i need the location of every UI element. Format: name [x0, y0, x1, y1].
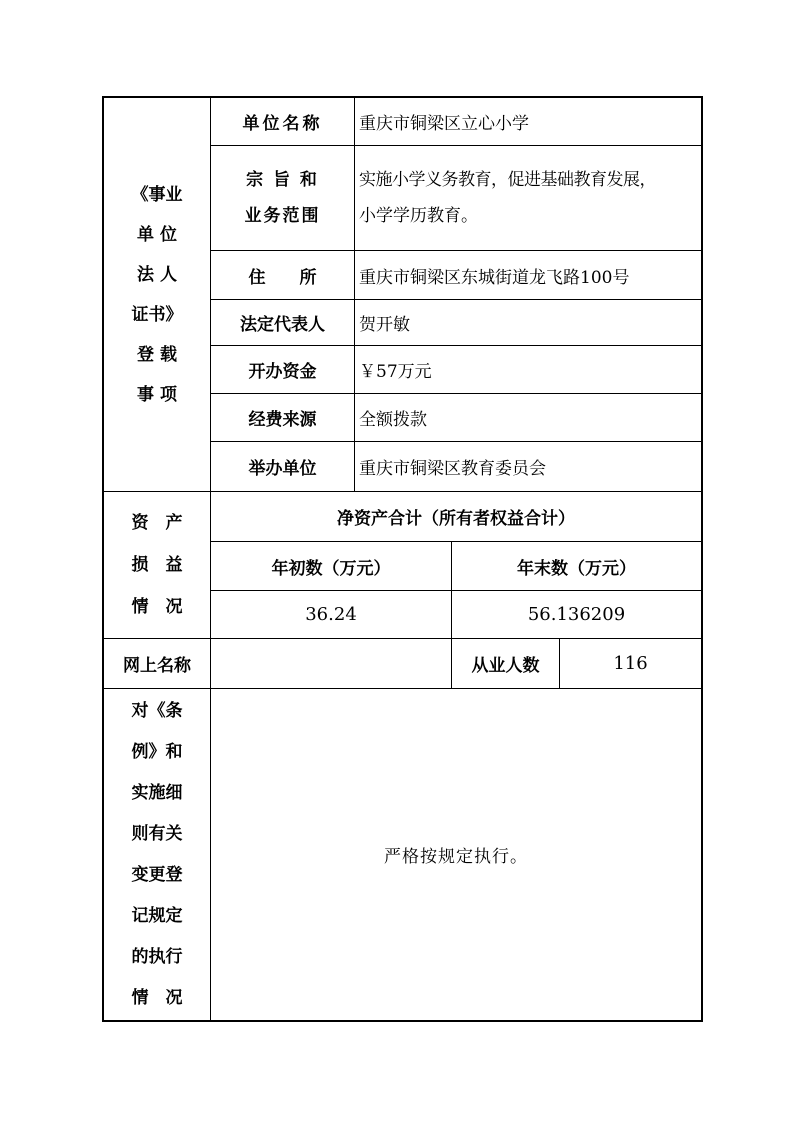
online-name-label: 网上名称	[123, 656, 191, 676]
title-line: 实施细	[131, 782, 183, 803]
staff-count-value: 116	[613, 653, 648, 674]
assets-section-title	[104, 492, 210, 638]
title-line: 记规定	[131, 905, 183, 926]
funding-source-label: 经费来源	[248, 410, 317, 430]
title-line: 变更登	[131, 864, 183, 885]
staff-count-label: 从业人数	[471, 656, 540, 676]
unit-name-label: 单位名称	[242, 114, 323, 134]
address-label: 住 所	[248, 267, 317, 288]
title-line: 《事业	[131, 184, 183, 205]
compliance-section-title	[104, 689, 210, 1020]
sponsor-unit-value: 重庆市铜梁区教育委员会	[359, 459, 546, 479]
purpose-scope-label	[211, 146, 354, 250]
title-line: 事 项	[137, 384, 177, 405]
net-assets-header: 净资产合计（所有者权益合计）	[337, 509, 575, 529]
year-begin-value: 36.24	[305, 604, 357, 625]
startup-funds-value: ￥57万元	[359, 362, 432, 382]
title-line: 的执行	[131, 946, 183, 967]
registration-section-title	[104, 98, 210, 491]
value-line: 小学学历教育。	[359, 206, 478, 226]
unit-name-value: 重庆市铜梁区立心小学	[359, 114, 529, 134]
title-line: 情 况	[131, 987, 183, 1008]
year-end-header: 年末数（万元）	[517, 558, 636, 579]
title-line: 资 产	[131, 513, 183, 533]
title-line: 法 人	[137, 264, 177, 285]
label-line: 宗 旨 和	[246, 170, 319, 190]
title-line: 例》和	[131, 741, 183, 762]
year-end-value: 56.136209	[527, 604, 626, 625]
title-line: 单 位	[137, 224, 177, 245]
sponsor-unit-label: 举办单位	[248, 459, 317, 479]
legal-representative-label: 法定代表人	[240, 315, 325, 335]
label-line: 业务范围	[244, 206, 321, 226]
title-line: 情 况	[131, 597, 183, 617]
funding-source-value: 全额拨款	[359, 410, 427, 430]
compliance-value: 严格按规定执行。	[384, 847, 528, 867]
year-begin-header: 年初数（万元）	[271, 558, 391, 579]
legal-representative-value: 贺开敏	[359, 315, 410, 335]
startup-funds-label: 开办资金	[248, 362, 317, 382]
value-line: 实施小学义务教育，促进基础教育发展，	[359, 170, 656, 190]
purpose-scope-value	[355, 146, 701, 250]
title-line: 则有关	[131, 823, 183, 844]
title-line: 损 益	[131, 555, 183, 575]
title-line: 证书》	[131, 304, 183, 325]
address-value: 重庆市铜梁区东城街道龙飞路100号	[359, 267, 630, 288]
title-line: 登 载	[137, 344, 177, 365]
title-line: 对《条	[131, 700, 183, 721]
online-name-value	[211, 639, 451, 688]
